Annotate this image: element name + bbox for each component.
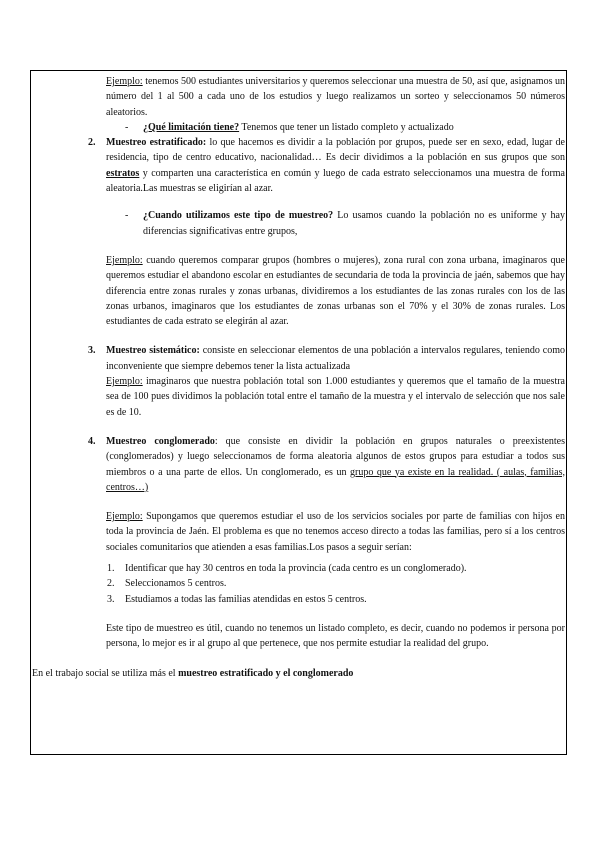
stratified-when: - ¿Cuando utilizamos este tipo de muestreo? Lo usamos cuando la población no es uniforme y hay diferencias significativas entre grupos,	[125, 210, 565, 237]
final-statement: En el trabajo social se utiliza más el muestreo estratificado y el conglomerado	[32, 667, 354, 679]
example-label: Ejemplo:	[106, 376, 143, 388]
example-label: Ejemplo:	[106, 76, 143, 87]
cluster-closing: Este tipo de muestreo es útil, cuando no tenemos un listado completo, es decir, cuando no podemos ir persona por persona, lo mejor es ir al grupo al que pertenece, que nos permite estudiar la realidad del grupo.	[106, 622, 565, 650]
step-item: 2. Seleccionamos 5 centros.	[107, 578, 227, 590]
item-title: Muestreo sistemático:	[106, 345, 200, 357]
intro-example: Ejemplo: tenemos 500 estudiantes universitarios y queremos seleccionar una muestra de 50, así que, asignamos un número del 1 al 500 a cada uno de los estudios y luego realizamos un sorteo y seleccionamos 50 números aleatorios.	[106, 76, 565, 118]
item-title: Muestreo estratificado:	[106, 137, 207, 149]
intro-limitation: - ¿Qué limitación tiene? Tenemos que tener un listado completo y actualizado	[125, 121, 454, 133]
list-item-stratified: 2. Muestreo estratificado: lo que hacemos es dividir a la población por grupos, puede ser en sexo, edad, lugar de residencia, tipo de centro educativo, nacionalidad… Es decir dividimos a la población en sus grupos que son estratos y comparten una característica en común y luego de cada estrato seleccionamos una muestra de forma aleatoria.Las muestras se eligirían al azar.	[88, 137, 565, 195]
cluster-example: Ejemplo: Supongamos que queremos estudiar el uso de los servicios sociales por parte de familias con hijos en toda la provincia de Jaén. El problema es que no tenemos acceso directo a todas las familias, pero sí a los centros sociales comunitarios que atienden a esas familias.Los pasos a seguir serían:	[106, 511, 565, 553]
step-item: 3. Estudiamos a todas las familias atendidas en estos 5 centros.	[107, 593, 367, 605]
example-label: Ejemplo:	[106, 254, 143, 266]
document-body	[30, 74, 567, 681]
systematic-example: Ejemplo: imaginaros que nuestra población total son 1.000 estudiantes y queremos que el tamaño de la muestra sea de 100 pues dividimos la población total entre el tamaño de la muestra y el intervalo de selección que nos sale es de 10.	[106, 376, 565, 418]
list-item-systematic: 3. Muestreo sistemático: consiste en seleccionar elementos de una población a intervalos regulares, teniendo como inconveniente que siempre debemos tener la lista actualizada	[88, 345, 565, 372]
step-item: 1. Identificar que hay 30 centros en toda la provincia (cada centro es un conglomerado).	[107, 563, 467, 575]
stratified-example: Ejemplo: cuando queremos comparar grupos (hombres o mujeres), zona rural con zona urbana, imaginaros que queremos estudiar el abandono escolar en estudiantes de secundaria de toda la provincia de jaén, sabemos que hay diferencia entre zonas rurales y zonas urbanas, dividiremos a los estudiantes de las zonas rurales con los de las zonas urbanos, imaginaros que los estudiantes de zonas urbanas son el 70% y el 30% de zonas rurales. Los estudiantes de cada estrato se elegirán al azar.	[106, 254, 565, 328]
example-label: Ejemplo:	[106, 511, 143, 523]
list-item-cluster: 4. Muestreo conglomerado: que consiste en dividir la población en grupos naturales o preexistentes (conglomerados) y luego seleccionamos de forma aleatoria algunos de estos grupos para estudiar a todos sus miembros o a una parte de ellos. Un conglomerado, es un grupo que ya existe en la realidad. ( aulas, familias, centros…)	[88, 435, 565, 493]
item-title: Muestreo conglomerado	[106, 435, 215, 447]
